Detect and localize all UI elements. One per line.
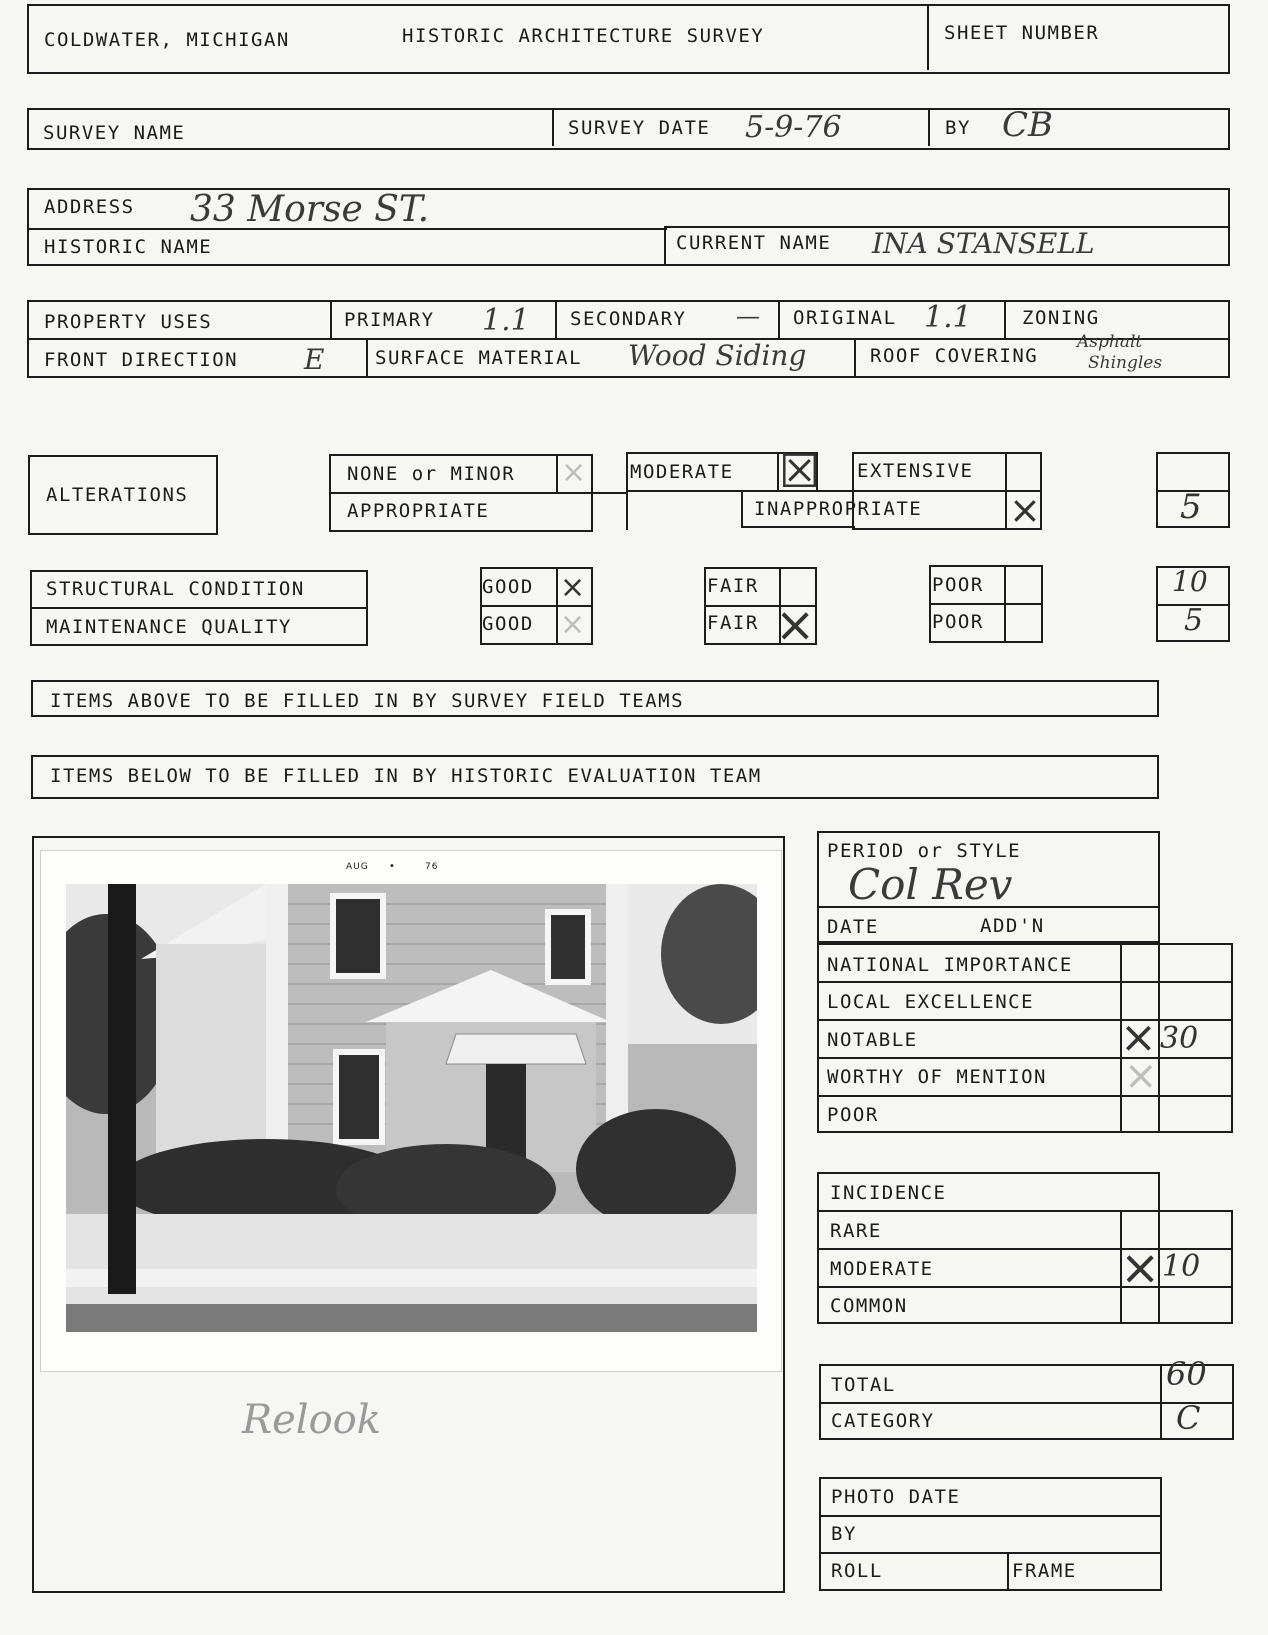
photo-info-frame-div	[1007, 1552, 1009, 1589]
address-value: 33 Morse ST.	[190, 189, 430, 230]
alt-none-check-div	[556, 454, 558, 492]
total-div	[819, 1402, 1234, 1404]
importance-div-1	[817, 981, 1233, 983]
notable-score: 30	[1160, 1021, 1199, 1056]
maintenance-fair-check: ×	[775, 597, 816, 653]
alt-extensive: EXTENSIVE	[857, 460, 974, 482]
alt-none-row-div	[329, 492, 626, 494]
maintenance-score: 5	[1184, 603, 1204, 638]
property-div-2	[555, 300, 557, 338]
frame-label: FRAME	[1012, 1560, 1077, 1582]
alt-score: 5	[1180, 487, 1202, 527]
secondary-label: SECONDARY	[570, 308, 687, 330]
secondary-value: —	[736, 302, 760, 330]
local-excellence: LOCAL EXCELLENCE	[827, 991, 1035, 1013]
front-direction-value: E	[304, 343, 325, 376]
current-name-label: CURRENT NAME	[676, 232, 832, 254]
header-divider	[927, 4, 929, 70]
original-value: 1.1	[924, 300, 972, 335]
structural-label: STRUCTURAL CONDITION	[46, 578, 305, 600]
importance-poor: POOR	[827, 1104, 879, 1126]
national-importance: NATIONAL IMPORTANCE	[827, 954, 1073, 976]
photo-info-div-1	[819, 1515, 1162, 1517]
survey-by-value: CB	[1002, 105, 1053, 145]
incidence-moderate-score: 10	[1162, 1249, 1201, 1284]
alt-inappropriate: INAPPROPRIATE	[754, 498, 923, 520]
survey-by-label: BY	[945, 117, 971, 139]
evaluation-team-note: ITEMS BELOW TO BE FILLED IN BY HISTORIC EVALUATION TEAM	[50, 765, 762, 787]
photo-by-label: BY	[831, 1523, 857, 1545]
house-photo	[66, 884, 757, 1332]
zoning-label: ZONING	[1022, 307, 1100, 329]
property-uses-label: PROPERTY USES	[44, 311, 213, 333]
photo-stamp-month: AUG	[346, 862, 369, 872]
period-divider	[817, 906, 1160, 908]
survey-date-value: 5-9-76	[745, 110, 842, 145]
roof-covering-value-1: Asphalt	[1077, 332, 1143, 352]
roof-covering-value-2: Shingles	[1088, 353, 1163, 373]
addn-label: ADD'N	[980, 915, 1045, 937]
alt-inappropriate-check: ×	[1009, 488, 1041, 532]
total-value: 60	[1166, 1355, 1207, 1393]
structural-score: 10	[1172, 565, 1208, 598]
address-label: ADDRESS	[44, 196, 135, 218]
alt-moderate-check: ☒	[779, 444, 821, 498]
incidence-label: INCIDENCE	[830, 1182, 947, 1204]
importance-div-3	[817, 1057, 1233, 1059]
poor-check-div	[1004, 565, 1006, 641]
primary-value: 1.1	[482, 303, 530, 338]
maintenance-good-check: ×	[560, 607, 586, 642]
incidence-moderate-check: ×	[1120, 1240, 1161, 1296]
sidewalk	[66, 1269, 757, 1287]
maintenance-good: GOOD	[482, 613, 534, 635]
window-lower-left	[336, 1052, 382, 1142]
incidence-moderate: MODERATE	[830, 1258, 934, 1280]
survey-divider-1	[552, 108, 554, 146]
photo-pencil-note: Relook	[242, 1397, 381, 1443]
alt-none-minor: NONE or MINOR	[347, 463, 516, 485]
maintenance-fair: FAIR	[707, 612, 759, 634]
door-awning	[446, 1034, 586, 1064]
property-div-1	[330, 300, 332, 338]
property-div-6	[854, 338, 856, 376]
alt-appr-end	[626, 492, 628, 530]
roof-covering-label: ROOF COVERING	[870, 345, 1039, 367]
category-label: CATEGORY	[831, 1410, 935, 1432]
structural-poor: POOR	[932, 574, 984, 596]
period-value: Col Rev	[848, 860, 1013, 909]
alt-moderate: MODERATE	[630, 461, 734, 483]
header-title: HISTORIC ARCHITECTURE SURVEY	[402, 25, 765, 47]
survey-divider-2	[928, 108, 930, 146]
photo-date-label: PHOTO DATE	[831, 1486, 961, 1508]
property-div-3	[778, 300, 780, 338]
alt-inappr-top	[741, 490, 1041, 492]
structural-fair: FAIR	[707, 575, 759, 597]
poor-div	[929, 603, 1043, 605]
alterations-label: ALTERATIONS	[46, 484, 189, 506]
alt-inappr-bottom	[741, 526, 855, 528]
date-label: DATE	[827, 916, 879, 938]
street-shadow	[66, 1304, 757, 1332]
incidence-div-2	[817, 1286, 1233, 1288]
survey-date-label: SURVEY DATE	[568, 117, 711, 139]
front-direction-label: FRONT DIRECTION	[44, 349, 239, 371]
good-check-div	[556, 567, 558, 643]
photo-info-div-2	[819, 1552, 1162, 1554]
structural-good: GOOD	[482, 576, 534, 598]
alt-appropriate: APPROPRIATE	[347, 500, 490, 522]
current-name-value: INA STANSELL	[872, 227, 1095, 260]
period-label: PERIOD or STYLE	[827, 840, 1022, 862]
photo-stamp-bullet: •	[389, 861, 397, 872]
maintenance-poor: POOR	[932, 611, 984, 633]
window-upper-left	[333, 896, 383, 976]
utility-pole	[108, 884, 136, 1294]
roll-label: ROLL	[831, 1560, 883, 1582]
field-teams-note: ITEMS ABOVE TO BE FILLED IN BY SURVEY FIELD TEAMS	[50, 690, 685, 712]
property-div-4	[1004, 300, 1006, 338]
survey-name-label: SURVEY NAME	[43, 122, 186, 144]
incidence-rare: RARE	[830, 1220, 882, 1242]
total-label: TOTAL	[831, 1374, 896, 1396]
window-upper-right	[548, 912, 588, 982]
alt-inappr-left	[741, 490, 743, 528]
category-value: C	[1176, 1399, 1201, 1437]
structural-good-check: ×	[560, 570, 586, 605]
header-location: COLDWATER, MICHIGAN	[44, 29, 290, 51]
original-label: ORIGINAL	[793, 307, 897, 329]
incidence-common: COMMON	[830, 1295, 908, 1317]
alt-none-check: ×	[561, 455, 587, 490]
property-div-5	[366, 338, 368, 376]
worthy-of-mention: WORTHY OF MENTION	[827, 1066, 1047, 1088]
sheet-number-label: SHEET NUMBER	[944, 22, 1100, 44]
corner-quoins-left	[266, 884, 288, 1174]
notable: NOTABLE	[827, 1029, 918, 1051]
total-score-div	[1160, 1364, 1162, 1438]
primary-label: PRIMARY	[344, 309, 435, 331]
historic-name-label: HISTORIC NAME	[44, 236, 213, 258]
surface-material-value: Wood Siding	[628, 339, 807, 372]
maintenance-label: MAINTENANCE QUALITY	[46, 616, 292, 638]
photo-stamp-year: 76	[425, 862, 439, 872]
shrubs-3	[576, 1109, 736, 1229]
surface-material-label: SURFACE MATERIAL	[375, 347, 583, 369]
notable-check: ×	[1120, 1012, 1157, 1063]
importance-div-4	[817, 1095, 1233, 1097]
condition-label-div	[30, 607, 368, 609]
worthy-check: ×	[1124, 1053, 1158, 1099]
address-col-divider	[664, 226, 666, 264]
